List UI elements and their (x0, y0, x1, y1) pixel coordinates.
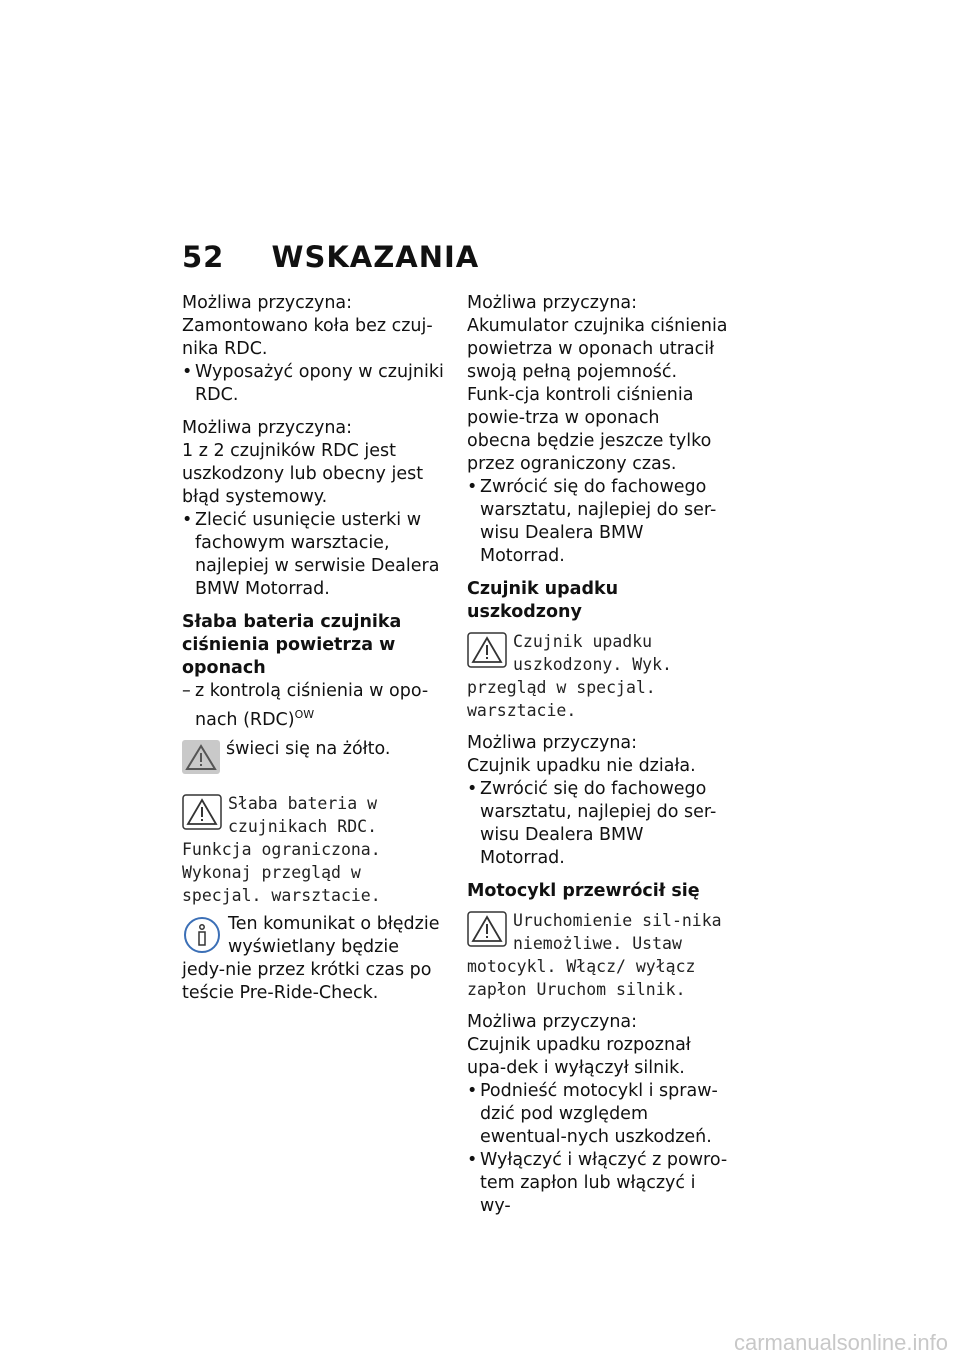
display-message: Słaba bateria w czujnikach RDC. Funkcja ograniczona. Wykonaj przegląd w specjal. warsztacie. (182, 793, 381, 905)
action-item: • Wyłączyć i włączyć z powro-tem zapłon lub włączyć i wy- (467, 1149, 729, 1218)
action-item: • Podnieść motocykl i spraw-dzić pod względem ewentual-nych uszkodzeń. (467, 1080, 729, 1149)
cause-text: 1 z 2 czujników RDC jest uszkodzony lub obecny jest błąd systemowy. (182, 441, 424, 507)
action-item: • Wyposażyć opony w czujniki RDC. (182, 361, 444, 407)
warning-triangle-icon (467, 632, 507, 672)
action-item: • Zwrócić się do fachowego warsztatu, najlepiej do ser-wisu Dealera BMW Motorrad. (467, 778, 729, 870)
lamp-block (182, 738, 444, 778)
display-message-block (467, 909, 729, 1001)
section-title: WSKAZANIA (271, 240, 480, 274)
warning-triangle-icon (467, 911, 507, 951)
info-block (182, 913, 444, 1005)
page-number: 52 (182, 240, 225, 274)
action-item: • Zlecić usunięcie usterki w fachowym warsztacie, najlepiej w serwisie Dealera BMW Motorrad. (182, 509, 444, 601)
subsection-heading: Motocykl przewrócił się (467, 881, 700, 901)
cause-label: Możliwa przyczyna: (467, 733, 638, 753)
display-message-block (182, 792, 444, 907)
cause-text: Zamontowano koła bez czuj-nika RDC. (182, 316, 433, 359)
info-icon (182, 915, 222, 959)
subsection-heading: Słaba bateria czujnika ciśnienia powietrza w oponach (182, 612, 402, 678)
display-message: Czujnik upadku uszkodzony. Wyk. przegląd w specjal. warsztacie. (467, 632, 672, 720)
cause-label: Możliwa przyczyna: (182, 418, 353, 438)
subsection-heading: Czujnik upadku uszkodzony (467, 579, 619, 622)
cause-label: Możliwa przyczyna: (467, 1012, 638, 1032)
cause-label: Możliwa przyczyna: (182, 293, 353, 313)
watermark: carmanualsonline.info (733, 1330, 948, 1355)
left-column (182, 292, 444, 1005)
cause-label: Możliwa przyczyna: (467, 293, 638, 313)
info-text: Ten komunikat o błędzie wyświetlany będzie jedy-nie przez krótki czas po teście Pre-Ride-Check. (182, 913, 440, 1003)
page-header (182, 240, 479, 274)
option-badge: OW (294, 708, 315, 721)
right-column (467, 292, 729, 1218)
cause-text: Czujnik upadku nie działa. (467, 756, 696, 776)
display-message-block (467, 630, 729, 722)
warning-lamp-icon (182, 740, 220, 778)
display-message: Uruchomienie sil-nika niemożliwe. Ustaw motocykl. Włącz/ wyłącz zapłon Uruchom silnik. (467, 911, 722, 999)
warning-triangle-icon (182, 794, 222, 834)
equipment-note-text: z kontrolą ciśnienia w opo-nach (RDC) (195, 681, 429, 730)
cause-text: Akumulator czujnika ciśnienia powietrza w oponach utracił swoją pełną pojemność. Funk-cja kontroli ciśnienia powie-trza w oponach obecna będzie jeszcze tylko przez ograniczony czas. (467, 316, 728, 474)
equipment-note (182, 680, 444, 732)
cause-text: Czujnik upadku rozpoznał upa-dek i wyłączył silnik. (467, 1035, 691, 1078)
action-item: • Zwrócić się do fachowego warsztatu, najlepiej do ser-wisu Dealera BMW Motorrad. (467, 476, 729, 568)
lamp-text: świeci się na żółto. (226, 738, 391, 759)
